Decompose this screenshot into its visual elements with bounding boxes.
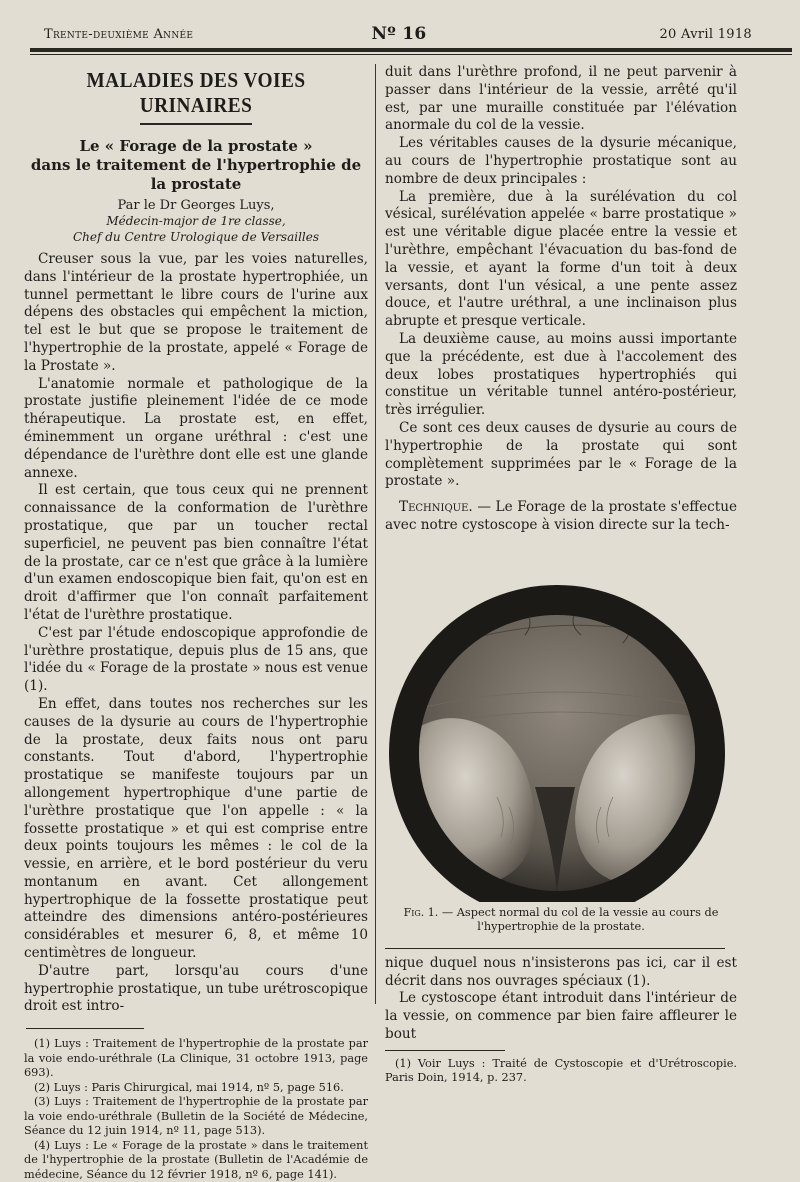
figure-caption-label: Fig. 1. [403,905,439,919]
affiliation [24,213,368,245]
figure-1 [385,557,737,902]
paragraph: En effet, dans toutes nos recherches sur les causes de la dysurie au cours de l'hypertrophie de la prostate, deux faits nous ont paru constants. Tout d'abord, l'hypertrophie prostatique se manifeste toujours par un allongement hypertrophique d'une partie de l'urèthre prostatique que l'on appelle : « la fossette prostatique » et qui est comprise entre deux points toujours les mêmes : le col de la vessie, en arrière, et le bord postérieur du veru montanum en avant. Cet allongement hypertrophique de la fossette prostatique peut atteindre des dimensions antéro-postérieures considérables et mesurer 6, 8, et même 10 centimètres de longueur. [24,695,368,962]
left-column [24,64,368,1182]
issue-number: Nº 16 [371,24,427,44]
volume-label: Trente-deuxième Année [44,27,194,42]
cystoscope-image [385,557,737,902]
paragraph: duit dans l'urèthre profond, il ne peut parvenir à passer dans l'intérieur de la vessie, arrêté qu'il est, par une muraille constituée par l'élévation anormale du col de la vessie. [385,64,737,134]
article-title [24,137,368,194]
footnote: (1) Voir Luys : Traité de Cystoscopie et d'Urétroscopie. Paris Doin, 1914, p. 237. [385,1056,737,1085]
paragraph: Ce sont ces deux causes de dysurie au cours de l'hypertrophie de la prostate qui sont complètement supprimées par le « Forage de la prostate ». [385,419,737,490]
figure-caption [385,906,737,934]
technique-label: Technique. [399,499,473,516]
affiliation-line-2: Chef du Centre Urologique de Versailles [72,230,320,244]
header-rule-thin [30,54,792,55]
footnote-rule [26,1028,144,1029]
column-divider [375,64,376,1004]
paragraph: L'anatomie normale et pathologique de la prostate justifie pleinement l'idée de ce mode thérapeutique. La prostate est, en effet, éminemment un organe uréthral : c'est une dépendance de l'urèthre dont elle est une glande annexe. [24,375,368,481]
footnote: (4) Luys : Le « Forage de la prostate » dans le traitement de l'hypertrophie de la prostate (Bulletin de l'Académie de médecine, Séance du 12 février 1918, nº 6, page 141). [24,1138,368,1181]
section-title: MALADIES DES VOIES URINAIRES [86,68,306,117]
figure-rule [385,948,725,949]
paragraph: La deuxième cause, au moins aussi importante que la précédente, est due à l'accolement des deux lobes prostatiques hypertrophiés qui constitue un véritable tunnel antéro-postérieur, très irrégulier. [385,330,737,419]
technique-paragraph [385,499,737,535]
header-rule [30,48,792,52]
affiliation-line-1: Médecin-major de 1re classe, [106,214,286,228]
paragraph: C'est par l'étude endoscopique approfondie de l'urèthre prostatique, depuis plus de 15 ans, que l'idée du « Forage de la prostate » nous est venue (1). [24,624,368,695]
footnote: (1) Luys : Traitement de l'hypertrophie de la prostate par la voie endo-uréthrale (La Clinique, 31 octobre 1913, page 693). [24,1037,368,1080]
paragraph: Le cystoscope étant introduit dans l'intérieur de la vessie, on commence par bien faire affleurer le bout [385,990,737,1042]
article-title-line-2: dans le traitement de l'hypertrophie de la prostate [30,156,362,193]
paragraph: nique duquel nous n'insisterons pas ici, car il est décrit dans nos ouvrages spéciaux (1). [385,954,737,989]
paragraph: D'autre part, lorsqu'au cours d'une hypertrophie prostatique, un tube urétroscopique droit est intro- [24,962,368,1015]
figure-caption-text: — Aspect normal du col de la vessie au cours de l'hypertrophie de la prostate. [438,905,719,933]
running-head [38,24,760,46]
paragraph: Les véritables causes de la dysurie mécanique, au cours de l'hypertrophie prostatique sont au nombre de deux principales : [385,135,737,187]
paragraph: Il est certain, que tous ceux qui ne prennent connaissance de la conformation de l'urèthre prostatique, que par un toucher rectal superficiel, ne peuvent pas bien connaître l'état de la prostate, car ce n'est que grâce à la lumière d'un examen endoscopique bien fait, qu'on est en droit d'affirmer que l'on connaît parfaitement l'état de l'urèthre prostatique. [24,482,368,623]
footnote-rule [385,1050,505,1051]
title-rule [140,123,252,125]
article-title-line-1: Le « Forage de la prostate » [79,137,313,155]
technique-text: — Le Forage de la prostate s'effectue avec notre cystoscope à vision directe sur la tech- [385,499,737,533]
issue-date: 20 Avril 1918 [659,27,752,42]
byline: Par le Dr Georges Luys, [117,198,275,213]
footnote: (2) Luys : Paris Chirurgical, mai 1914, nº 5, page 516. [34,1080,344,1094]
paragraph: La première, due à la surélévation du col vésical, surélévation appelée « barre prostatique » est une véritable digue placée entre la vessie et l'urèthre, empêchant l'évacuation du bas-fond de la vessie, et ayant la forme d'un toit à deux versants, dont l'un vésical, a une pente assez douce, et l'autre uréthral, a une inclinaison plus abrupte et presque verticale. [385,188,737,330]
right-column [385,64,737,1086]
paragraph: Creuser sous la vue, par les voies naturelles, dans l'intérieur de la prostate hypertrophiée, un tunnel permettant le libre cours de l'urine aux dépens des obstacles qui empêchent la miction, tel est le but que se propose le traitement de l'hypertrophie de la prostate, appelé « Forage de la Prostate ». [24,251,368,374]
footnote: (3) Luys : Traitement de l'hypertrophie de la prostate par la voie endo-uréthrale (Bulletin de la Société de Médecine, Séance du 12 juin 1914, nº 11, page 513). [24,1095,368,1138]
